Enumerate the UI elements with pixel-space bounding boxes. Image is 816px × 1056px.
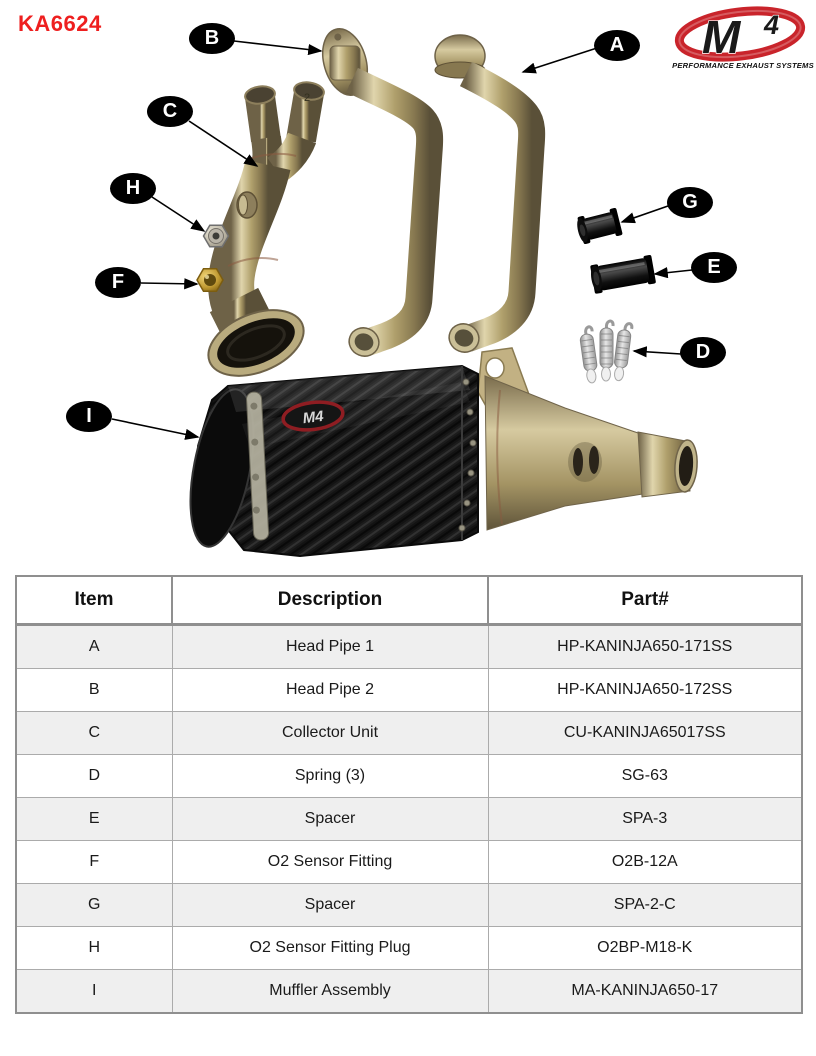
table-row	[16, 884, 802, 927]
part-cell: MA-KANINJA650-17	[488, 970, 802, 1014]
description-cell: Head Pipe 2	[172, 669, 488, 712]
description-cell: Collector Unit	[172, 712, 488, 755]
item-cell: H	[16, 927, 172, 970]
description-cell: Spacer	[172, 884, 488, 927]
pipe-mark-2: 2	[304, 92, 311, 104]
table-row	[16, 927, 802, 970]
table-row	[16, 798, 802, 841]
part-cell: SG-63	[488, 755, 802, 798]
item-cell: I	[16, 970, 172, 1014]
part-cell: O2B-12A	[488, 841, 802, 884]
description-cell: Spring (3)	[172, 755, 488, 798]
table-row	[16, 669, 802, 712]
table-row	[16, 755, 802, 798]
description-cell: Muffler Assembly	[172, 970, 488, 1014]
part-cell: O2BP-M18-K	[488, 927, 802, 970]
head-pipe-2-illustration	[315, 24, 429, 361]
part-cell: SPA-3	[488, 798, 802, 841]
item-cell: B	[16, 669, 172, 712]
spacer-e-illustration	[589, 255, 656, 294]
part-label-d: D	[680, 337, 726, 368]
part-cell: HP-KANINJA650-172SS	[488, 669, 802, 712]
description-cell: Spacer	[172, 798, 488, 841]
svg-text:M4: M4	[301, 407, 325, 428]
part-label-a: A	[594, 30, 640, 61]
table-row	[16, 841, 802, 884]
col-header-item: Item	[16, 576, 172, 625]
table-row	[16, 625, 802, 669]
table-row	[16, 970, 802, 1014]
springs-illustration	[579, 321, 633, 384]
part-cell: HP-KANINJA650-171SS	[488, 625, 802, 669]
part-cell: CU-KANINJA65017SS	[488, 712, 802, 755]
col-header-part: Part#	[488, 576, 802, 625]
model-code: KA6624	[18, 11, 102, 36]
item-cell: D	[16, 755, 172, 798]
part-label-f: F	[95, 267, 141, 298]
description-cell: O2 Sensor Fitting	[172, 841, 488, 884]
part-label-e: E	[691, 252, 737, 283]
description-cell: O2 Sensor Fitting Plug	[172, 927, 488, 970]
spacer-g-illustration	[575, 208, 623, 245]
part-label-i: I	[66, 401, 112, 432]
part-label-c: C	[147, 96, 193, 127]
parts-table	[15, 575, 803, 1014]
o2-sensor-plug-illustration	[204, 225, 229, 247]
item-cell: C	[16, 712, 172, 755]
part-label-b: B	[189, 23, 235, 54]
col-header-description: Description	[172, 576, 488, 625]
table-row	[16, 712, 802, 755]
table-header-row	[16, 576, 802, 625]
o2-sensor-fitting-illustration	[197, 269, 223, 291]
head-pipe-1-illustration	[435, 35, 532, 357]
logo-four-text: 4	[764, 10, 780, 40]
item-cell: E	[16, 798, 172, 841]
item-cell: G	[16, 884, 172, 927]
part-cell: SPA-2-C	[488, 884, 802, 927]
item-cell: F	[16, 841, 172, 884]
description-cell: Head Pipe 1	[172, 625, 488, 669]
pipe-mark-1: 1	[250, 93, 258, 105]
part-label-h: H	[110, 173, 156, 204]
logo-tagline: PERFORMANCE EXHAUST SYSTEMS	[672, 61, 814, 70]
item-cell: A	[16, 625, 172, 669]
logo-m-text: M	[702, 11, 741, 63]
part-label-g: G	[667, 187, 713, 218]
